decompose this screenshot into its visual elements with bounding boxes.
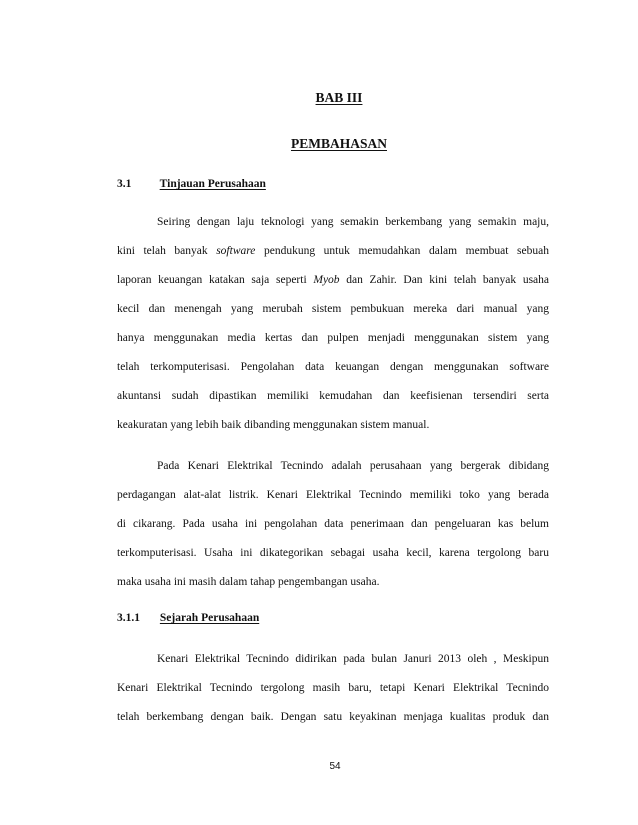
paragraph-line: keakuratan yang lebih baik dibanding menggunakan sistem manual. <box>117 419 430 431</box>
paragraph-line: telah berkembang dengan baik. Dengan satu keyakinan menjaga kualitas produk dan <box>117 711 549 723</box>
paragraph-line: kini telah banyak software pendukung untuk memudahkan dalam membuat sebuah <box>117 245 549 257</box>
section-number: 3.1 <box>117 178 132 190</box>
paragraph-line: Kenari Elektrikal Tecnindo tergolong masih baru, tetapi Kenari Elektrikal Tecnindo <box>117 682 549 694</box>
paragraph-line: laporan keuangan katakan saja seperti Myob dan Zahir. Dan kini telah banyak usaha <box>117 274 549 286</box>
section-heading-3-1-1 <box>117 612 259 624</box>
paragraph-line: terkomputerisasi. Usaha ini dikategorikan sebagai usaha kecil, karena tergolong baru <box>117 547 549 559</box>
chapter-label: BAB III <box>315 90 363 105</box>
page-number: 54 <box>329 761 341 772</box>
italic-term: software <box>216 245 256 257</box>
section-title: Sejarah Perusahaan <box>159 612 260 624</box>
paragraph-line: Pada Kenari Elektrikal Tecnindo adalah perusahaan yang bergerak dibidang <box>157 460 549 472</box>
section-title: Tinjauan Perusahaan <box>159 178 266 190</box>
italic-term: Myob <box>313 274 340 286</box>
paragraph-line: kecil dan menengah yang merubah sistem pembukuan mereka dari manual yang <box>117 303 549 315</box>
paragraph-line: Seiring dengan laju teknologi yang semakin berkembang yang semakin maju, <box>157 216 549 228</box>
paragraph-line: di cikarang. Pada usaha ini pengolahan data penerimaan dan pengeluaran kas belum <box>117 518 549 530</box>
paragraph-line: maka usaha ini masih dalam tahap pengembangan usaha. <box>117 576 380 588</box>
paragraph-line: hanya menggunakan media kertas dan pulpen menjadi menggunakan sistem yang <box>117 332 549 344</box>
chapter-title: PEMBAHASAN <box>290 136 387 151</box>
section-number: 3.1.1 <box>117 612 140 624</box>
paragraph-line: Kenari Elektrikal Tecnindo didirikan pada bulan Januri 2013 oleh , Meskipun <box>157 653 549 665</box>
paragraph-line: akuntansi sudah dipastikan memiliki kemudahan dan keefisienan tersendiri serta <box>117 390 549 402</box>
paragraph-line: telah terkomputerisasi. Pengolahan data keuangan dengan menggunakan software <box>117 361 549 373</box>
paragraph-line: perdagangan alat-alat listrik. Kenari Elektrikal Tecnindo memiliki toko yang berada <box>117 489 549 501</box>
section-heading-3-1 <box>117 178 266 190</box>
